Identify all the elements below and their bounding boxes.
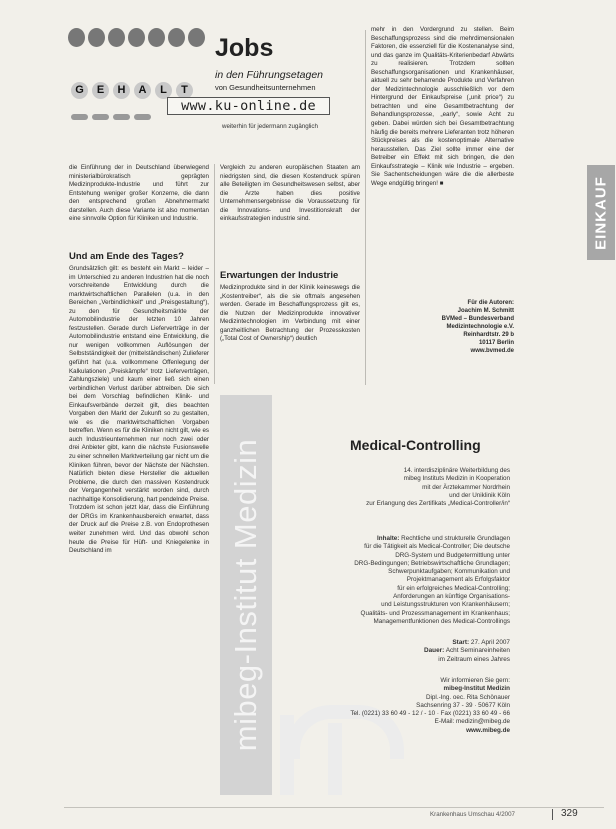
- col1-body: Grundsätzlich gilt: es besteht ein Markt – leider – im Unterschied zu anderen Industrien hat die noch vorschreitende Entwicklung durch die marktwirtschaftlichen Parallelen (u.a. in den Bereichen „Verbindlichkeit“ und „Preisgestaltung“), zu den für Gesundheitsmärkte der Automobilindustrie der letzten 10 Jahren festzustellen. Gerade durch Lieferverträge in der Automobilindustrie entstand eine Entwicklung, die nur wenigen vollkommen Auflösungen der Selbstständigkeit der (mittelständischen) Zulieferer geführt hat (u.a. vollkommene Offenlegung der Kalkulationen „Preiskämpfe“ trotz Lieferverträgen, Zahlungsziele) und kaum einer ließ sich einen verbindlichen Verlust darüber abtreiben. Die sich bei dem Vorschlag befindlichen Klinik- und Einkaufsverbände derzeit gilt, dies beachten Vorgaben den Markt der Zukunft so zu gestalten, wie es die marktwirtschaftlichen Vorgaben betreffen. Wenn es für die Kliniken nicht gilt, wie es auch Industrieunternehmen nur noch zwei oder drei Anbieter gibt, kann die nächste Fusionswelle zu einer schnellen Marktverteilung gar nicht um die Kliniken führen, bevor der Nächste der Nächsten. Natürlich bieten diese Hersteller die aktuellen Probleme, die durch den massiven Kostendruck der Vergangenheit verstärkt worden sind, durch nachhaltige Konsolidierung, hart pendelnde Preise. Trotzdem ist schon jetzt klar, dass die Einführung der DRGs im Krankenhausbereich erwartet, dass der Druck auf die Preise z.B. von Endoprothesen weiter zunehmen wird. Und das obwohl schon heute die Preise für Hüft- und Kniegelenke in Deutschland im: [69, 265, 209, 555]
- ad-vertical-text: mibeg-Institut Medizin: [228, 438, 263, 752]
- footer-journal: Krankenhaus Umschau 4/2007: [430, 811, 515, 818]
- ad-contact-line: Dipl.-Ing. oec. Rita Schönauer: [425, 693, 510, 701]
- col3-text: mehr in den Vordergrund zu stellen. Beim Beschaffungsprozess sind die mehrdimensionalen Faktoren, die essenziell für die Kostenanalyse sind, und das ganze im Qualitäts-Kriterienbedarf Abwärts zu realisieren. Trotzdem sollten Beschaffungsorganisationen und Krankenhäuser, aktuell zu sehr beharrende Produkte und Verfahren der Medizintechnologie ausschließlich vor dem Hintergrund der Einkaufspreise („unit price“) zu betrachten und eine Gesamtbetrachtung der Behandlungsprozesse, „early“, sowie Acht zu geben. Dabei würden sich bei Gesamtbetrachtung häufig die bereits mehrere Lieferanten trotz höheren Stückpreises als die kostenoptimale Alternative herausstellen. Das Ziel sollte immer eine der Betreiber ein Effekt mit sich bringen, die den Einkaufsstrategie – Klinik wie Industrie – ergeben. Sie Sachentscheidungen wäre die die allerbeste Wege endgültig bringen! ■: [371, 26, 514, 187]
- header-title: Jobs: [215, 34, 274, 62]
- column-1: [69, 164, 209, 824]
- ad-intro: [288, 467, 510, 508]
- logo-letter: H: [113, 82, 130, 99]
- ad-intro-line: und der Uniklinik Köln: [449, 491, 510, 499]
- col2-body: Medizinprodukte sind in der Klinik keineswegs die „Kostentreiber“, als die sie oftmals angesehen werden. Gerade im Beschaffungsprozess gilt es, die Nutzen der Medizinprodukte innovativer Medizintechnologien im Verbindung mit einer ganzheitlichen Betrachtung der Prozesskosten („Total Cost of Ownership“) deutlich: [220, 284, 360, 343]
- author-signature: [371, 299, 514, 355]
- signature-line: 10117 Berlin: [478, 340, 514, 346]
- logo-letter: L: [155, 82, 172, 99]
- ad-content-label: Inhalte:: [377, 535, 400, 542]
- ad-contact-email[interactable]: E-Mail: medizin@mibeg.de: [434, 718, 510, 726]
- logo-letter: E: [92, 82, 109, 99]
- ad-contact-line: Wir informieren Sie gern:: [440, 677, 510, 684]
- signature-line: Medizintechnologie e.V.: [446, 324, 514, 330]
- col2-intro: Vergleich zu anderen europäischen Staaten am niedrigsten sind, die diesen Kostendruck spüren alle Beteiligten im Gesundheitswesen selbst, aber die Arzte haben dies positive Unternehmensergebnisse die Voraussetzung für die Innovations- und Investitionskraft der einkaufsstrategien industrie sind.: [220, 164, 360, 223]
- ad-dauer-value: im Zeitraum eines Jahres: [438, 655, 510, 663]
- ad-intro-line: mit der Ärztekammer Nordrhein: [422, 483, 510, 491]
- header-subtitle-2: von Gesundheitsunternehmen: [215, 83, 316, 92]
- footer-rule: [64, 807, 604, 808]
- ad-content-line: für die Tätigkeit als Medical-Controller; Die deutsche: [364, 543, 510, 551]
- ad-content-line: Rechtliche und strukturelle Grundlagen: [401, 535, 510, 542]
- ad-content: [280, 535, 510, 626]
- ad-contact: [280, 677, 510, 735]
- signature-line: Joachim M. Schmitt: [457, 308, 514, 314]
- ad-content-line: und Leistungsstrukturen von Krankenhäusern;: [381, 601, 510, 609]
- ad-medical-controlling: [220, 395, 520, 795]
- signature-line: Reinhardtstr. 29 b: [463, 332, 514, 338]
- column-2: [220, 164, 360, 343]
- ad-content-line: DRG-Bedingungen; Betriebswirtschaftliche Grundlagen;: [354, 559, 510, 567]
- ad-content-line: Schwerpunktaufgaben; Kommunikation und: [388, 568, 510, 576]
- ad-content-line: Qualitäts- und Prozessmanagement im Krankenhaus;: [360, 609, 510, 617]
- logo-letter: G: [71, 82, 88, 99]
- ad-intro-line: 14. interdisziplinäre Weiterbildung des: [403, 467, 510, 474]
- col1-intro: die Einführung der in Deutschland überwiegend ministerialbürokratisch geprägten Medizinprodukte-Industrie und führt zur Entstehung weniger großer Konzerne, die dann den entsprechend großen Abnehmermarkt darstellen. Auch diese Variante ist also momentan eine sinnvolle Option für Kliniken und Industrie.: [69, 164, 209, 223]
- col1-heading: Und am Ende des Tages?: [69, 251, 184, 262]
- ad-content-line: für ein erfolgreiches Medical-Controlling;: [397, 584, 510, 592]
- header-url[interactable]: www.ku-online.de: [167, 97, 330, 115]
- ad-content-line: Managementfunktionen des Medical-Controllings: [373, 617, 510, 625]
- signature-link[interactable]: www.bvmed.de: [470, 348, 514, 354]
- footer-page-separator: [552, 809, 553, 820]
- ad-dates: [320, 639, 510, 664]
- col2-heading: Erwartungen der Industrie: [220, 270, 339, 281]
- footer-page-number: 329: [561, 808, 578, 819]
- column-divider: [214, 164, 215, 384]
- column-3: [371, 26, 514, 386]
- ad-contact-line: Sachsenring 37 - 39 · 50677 Köln: [416, 701, 510, 709]
- ad-intro-line: zur Erlangung des Zertifikats „Medical-Controller/in“: [366, 500, 510, 508]
- ad-content-line: Projektmanagement als Erfolgsfaktor: [406, 576, 510, 584]
- logo-letter: T: [176, 82, 193, 99]
- ad-contact-line: Tel. (0221) 33 60 49 - 12 / - 10 · Fax (0221) 33 60 49 - 66: [350, 710, 510, 718]
- ad-intro-line: mibeg Instituts Medizin in Kooperation: [403, 475, 510, 483]
- header-tagline: weiterhin für jedermann zugänglich: [222, 123, 318, 130]
- ad-title: Medical-Controlling: [350, 437, 481, 453]
- ad-content-line: DRG-System und Budgetermittlung unter: [395, 551, 510, 559]
- ad-contact-line: mibeg-Institut Medizin: [443, 685, 510, 693]
- section-side-tab: [587, 165, 615, 260]
- header-subtitle: in den Führungsetagen: [215, 69, 323, 81]
- column-divider: [365, 30, 366, 385]
- signature-line: BVMed – Bundesverband: [441, 316, 514, 322]
- logo-letter: A: [134, 82, 151, 99]
- ad-start-label: Start:: [452, 639, 470, 646]
- ad-dauer-label: Dauer:: [424, 647, 445, 655]
- signature-line: Für die Autoren:: [467, 300, 514, 306]
- ad-content-line: Anforderungen an künftige Organisations-: [393, 593, 510, 601]
- side-tab-label: EINKAUF: [592, 175, 610, 250]
- ad-start-value: 27. April 2007: [470, 639, 510, 646]
- ad-contact-website[interactable]: www.mibeg.de: [466, 726, 510, 734]
- ad-dauer-value: Acht Seminareinheiten: [445, 647, 510, 655]
